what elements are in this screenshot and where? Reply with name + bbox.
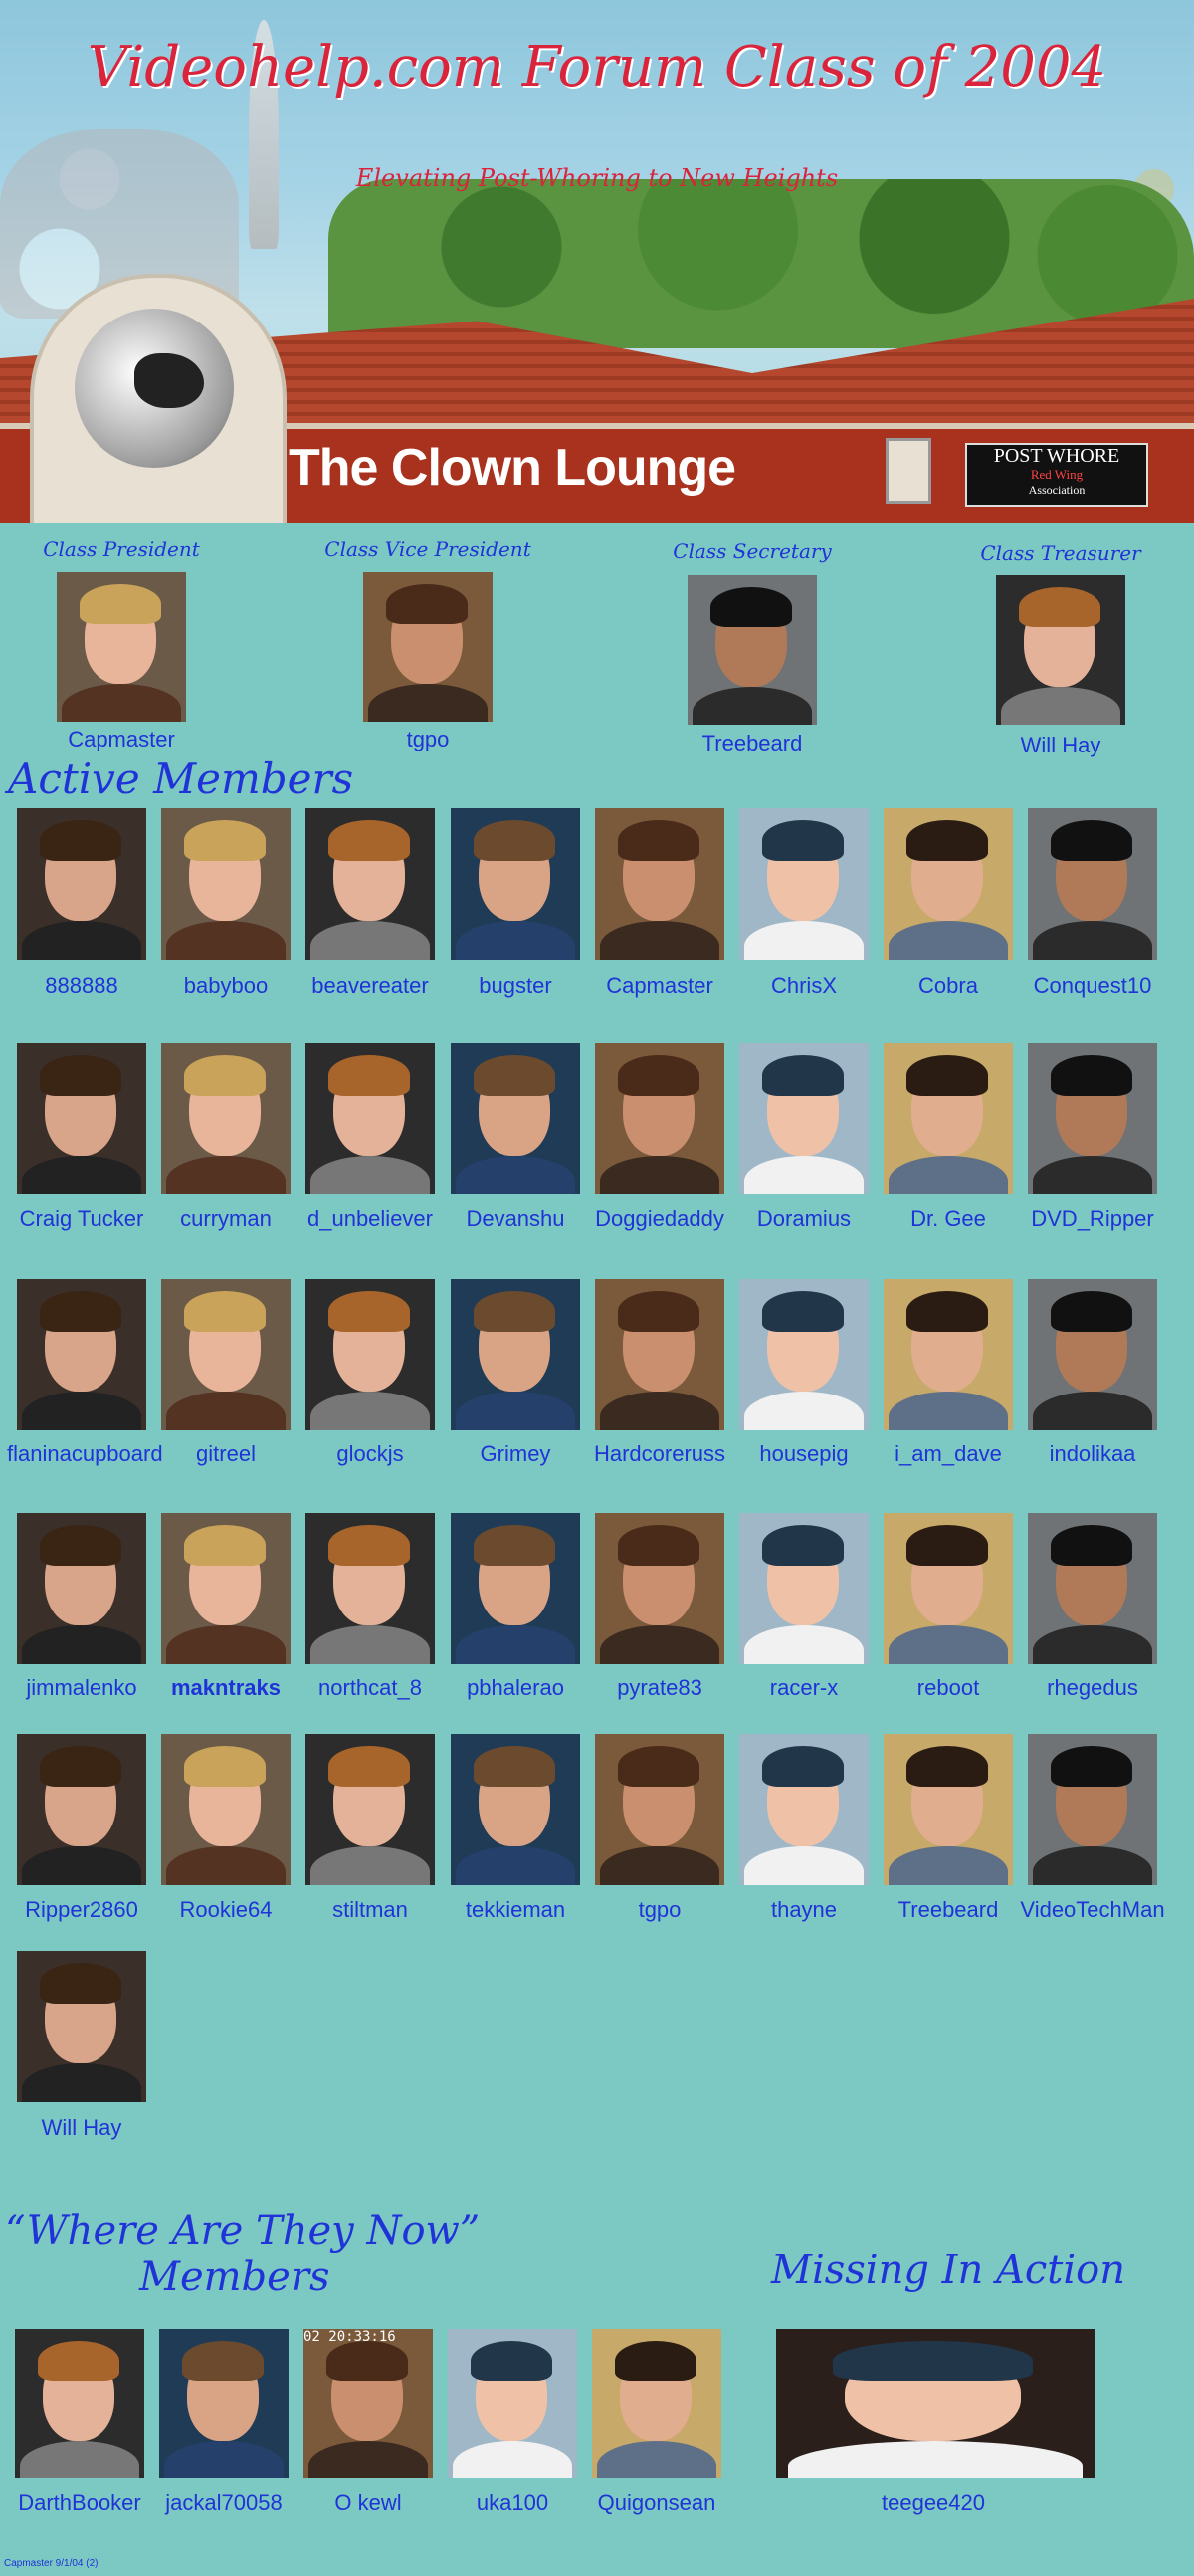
- member-name-19-link[interactable]: Grimey: [480, 1441, 551, 1466]
- member-name-16-link[interactable]: flaninacupboard: [7, 1441, 163, 1466]
- member-5-photo: [739, 808, 869, 960]
- member-name-24-link[interactable]: jimmalenko: [26, 1675, 137, 1700]
- member-name-11-link[interactable]: Devanshu: [466, 1206, 565, 1231]
- member-19-photo: [451, 1279, 580, 1430]
- member-10-photo: [305, 1043, 435, 1194]
- member-13-photo: [739, 1043, 869, 1194]
- post-whore-badge: [965, 443, 1148, 507]
- member-name-35-link[interactable]: tekkieman: [465, 1897, 566, 1922]
- where-heading-line1: “Where Are They Now”: [5, 2208, 481, 2254]
- member-name-36-link[interactable]: tgpo: [638, 1897, 682, 1922]
- badge-line3: Association: [1028, 483, 1086, 497]
- member-35-photo: [451, 1734, 580, 1885]
- badge-line2: Red Wing: [1030, 467, 1084, 482]
- member-name-38-link[interactable]: Treebeard: [897, 1897, 999, 1922]
- member-37-photo: [739, 1734, 869, 1885]
- member-31-photo: [1028, 1513, 1157, 1664]
- officer-name-2-link[interactable]: Treebeard: [701, 731, 803, 755]
- missing-in-action-heading: Missing In Action: [771, 2248, 1125, 2293]
- member-20-photo: [595, 1279, 724, 1430]
- member-name-29-link[interactable]: racer-x: [769, 1675, 839, 1700]
- member-28-photo: [595, 1513, 724, 1664]
- header-banner: [0, 0, 1194, 523]
- member-7-photo: [1028, 808, 1157, 960]
- where-member-0-photo: [15, 2329, 144, 2478]
- member-name-25-link[interactable]: makntraks: [170, 1675, 282, 1700]
- member-name-34-link[interactable]: stiltman: [332, 1897, 408, 1922]
- officer-title-text: Class President: [43, 537, 200, 561]
- member-name-8-link[interactable]: Craig Tucker: [19, 1206, 144, 1231]
- where-member-name-3-link[interactable]: uka100: [476, 2490, 549, 2515]
- member-17-photo: [161, 1279, 291, 1430]
- member-name-0-link[interactable]: 888888: [45, 973, 118, 998]
- member-name-39-link[interactable]: VideoTechMan: [1020, 1897, 1165, 1922]
- member-30-photo: [884, 1513, 1013, 1664]
- member-name-21-link[interactable]: housepig: [759, 1441, 849, 1466]
- member-name-7-link[interactable]: Conquest10: [1033, 973, 1152, 998]
- where-member-1-photo: [159, 2329, 289, 2478]
- where-member-name-4-link[interactable]: Quigonsean: [597, 2490, 716, 2515]
- building-window: [886, 438, 931, 504]
- member-2-photo: [305, 808, 435, 960]
- member-name-6-link[interactable]: Cobra: [918, 973, 978, 998]
- member-9-photo: [161, 1043, 291, 1194]
- member-name-26-link[interactable]: northcat_8: [318, 1675, 422, 1700]
- member-name-20-link[interactable]: Hardcoreruss: [593, 1441, 726, 1466]
- member-name-10-link[interactable]: d_unbeliever: [307, 1206, 433, 1231]
- mia-member-name-0-link[interactable]: teegee420: [882, 2490, 985, 2515]
- member-16-photo: [17, 1279, 146, 1430]
- member-23-photo: [1028, 1279, 1157, 1430]
- where-member-2-photo: [303, 2329, 433, 2478]
- member-25-photo: [161, 1513, 291, 1664]
- mia-member-0-photo: [776, 2329, 1094, 2478]
- member-name-30-link[interactable]: reboot: [916, 1675, 980, 1700]
- officer-title-text: Class Vice President: [324, 537, 531, 561]
- member-name-23-link[interactable]: indolikaa: [1049, 1441, 1136, 1466]
- member-1-photo: [161, 808, 291, 960]
- member-18-photo: [305, 1279, 435, 1430]
- member-8-photo: [17, 1043, 146, 1194]
- member-32-photo: [17, 1734, 146, 1885]
- member-name-40-link[interactable]: Will Hay: [41, 2115, 122, 2140]
- member-24-photo: [17, 1513, 146, 1664]
- duck-emblem-icon: [75, 309, 234, 468]
- member-name-37-link[interactable]: thayne: [770, 1897, 838, 1922]
- member-name-27-link[interactable]: pbhalerao: [467, 1675, 564, 1700]
- member-name-1-link[interactable]: babyboo: [183, 973, 269, 998]
- where-member-4-photo: [592, 2329, 721, 2478]
- where-heading-line2: Members: [139, 2254, 330, 2300]
- officer-title-text: Class Secretary: [673, 539, 832, 563]
- member-29-photo: [739, 1513, 869, 1664]
- member-22-photo: [884, 1279, 1013, 1430]
- member-34-photo: [305, 1734, 435, 1885]
- member-12-photo: [595, 1043, 724, 1194]
- member-3-photo: [451, 808, 580, 960]
- officer-title-text: Class Treasurer: [980, 541, 1141, 565]
- member-name-12-link[interactable]: Doggiedaddy: [595, 1206, 724, 1231]
- member-name-3-link[interactable]: bugster: [479, 973, 552, 998]
- member-11-photo: [451, 1043, 580, 1194]
- officer-1-photo: [363, 572, 493, 722]
- where-member-name-1-link[interactable]: jackal70058: [165, 2490, 283, 2515]
- member-40-photo: [17, 1951, 146, 2102]
- page-subtitle: Elevating Post-Whoring to New Heights: [355, 164, 839, 192]
- where-member-name-0-link[interactable]: DarthBooker: [18, 2490, 141, 2515]
- page-title: Videohelp.com Forum Class of 2004: [87, 35, 1107, 100]
- member-name-33-link[interactable]: Rookie64: [179, 1897, 273, 1922]
- member-name-17-link[interactable]: gitreel: [196, 1441, 256, 1466]
- member-name-5-link[interactable]: ChrisX: [770, 973, 837, 998]
- officer-name-3-link[interactable]: Will Hay: [1020, 733, 1101, 757]
- member-name-31-link[interactable]: rhegedus: [1047, 1675, 1138, 1700]
- member-name-14-link[interactable]: Dr. Gee: [910, 1206, 986, 1231]
- member-name-4-link[interactable]: Capmaster: [606, 973, 713, 998]
- member-26-photo: [305, 1513, 435, 1664]
- member-4-photo: [595, 808, 724, 960]
- officer-name-1-link[interactable]: tgpo: [406, 727, 450, 751]
- officer-title-0: [2, 537, 241, 561]
- footer-credit: Capmaster 9/1/04 (2): [4, 2558, 99, 2569]
- where-member-3-photo: [448, 2329, 577, 2478]
- member-14-photo: [884, 1043, 1013, 1194]
- member-39-photo: [1028, 1734, 1157, 1885]
- where-member-name-2-link[interactable]: O kewl: [334, 2490, 402, 2515]
- member-name-18-link[interactable]: glockjs: [336, 1441, 404, 1466]
- active-members-heading: Active Members: [8, 754, 354, 803]
- member-name-28-link[interactable]: pyrate83: [617, 1675, 702, 1700]
- officer-0-photo: [57, 572, 186, 722]
- member-36-photo: [595, 1734, 724, 1885]
- member-33-photo: [161, 1734, 291, 1885]
- member-15-photo: [1028, 1043, 1157, 1194]
- officer-3-photo: [996, 575, 1125, 725]
- officer-title-3: [941, 541, 1180, 565]
- member-name-32-link[interactable]: Ripper2860: [25, 1897, 138, 1922]
- officer-name-0-link[interactable]: Capmaster: [68, 727, 175, 751]
- member-name-2-link[interactable]: beavereater: [311, 973, 429, 998]
- officer-title-1: [308, 537, 547, 561]
- officer-2-photo: [688, 575, 817, 725]
- photo-timestamp: 02 20:33:16: [303, 2329, 396, 2345]
- member-name-22-link[interactable]: i_am_dave: [895, 1441, 1002, 1466]
- member-name-15-link[interactable]: DVD_Ripper: [1031, 1206, 1154, 1231]
- clown-lounge-sign: The Clown Lounge: [289, 439, 736, 497]
- badge-line1: POST WHORE: [993, 445, 1120, 467]
- member-6-photo: [884, 808, 1013, 960]
- member-38-photo: [884, 1734, 1013, 1885]
- member-27-photo: [451, 1513, 580, 1664]
- officer-title-2: [633, 539, 872, 563]
- member-0-photo: [17, 808, 146, 960]
- member-21-photo: [739, 1279, 869, 1430]
- member-name-13-link[interactable]: Doramius: [756, 1206, 852, 1231]
- member-name-9-link[interactable]: curryman: [180, 1206, 272, 1231]
